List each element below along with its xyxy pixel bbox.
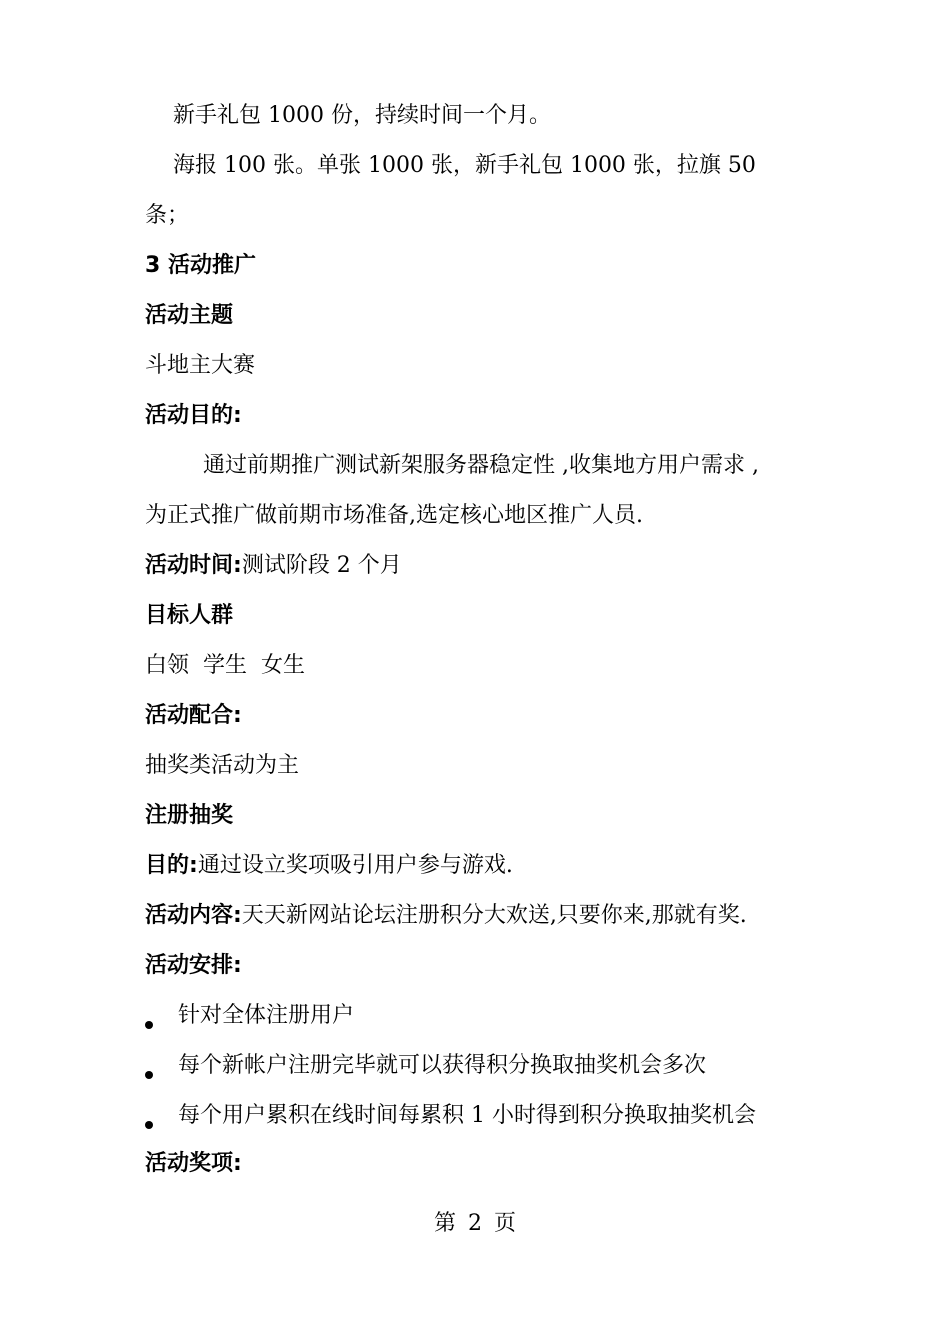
theme-label: 活动主题 — [145, 303, 234, 328]
goal-label: 目的: — [145, 853, 198, 878]
content-value: 天天新网站论坛注册积分大欢送,只要你来,那就有奖. — [241, 903, 747, 928]
section-heading: 3 活动推广 — [145, 253, 256, 278]
bullet-dot — [145, 1071, 153, 1079]
goal-line — [145, 851, 815, 881]
time-line — [145, 551, 815, 581]
prize-label: 活动奖项: — [145, 1151, 242, 1176]
purpose-text: 通过前期推广测试新架服务器稳定性 ,收集地方用户需求 , — [203, 453, 759, 478]
page-number-suffix: 页 — [494, 1211, 517, 1236]
list-item: 针对全体注册用户 — [178, 1003, 355, 1028]
purpose-text-cont: 为正式推广做前期市场准备,选定核心地区推广人员. — [145, 503, 643, 528]
list-item: 每个用户累积在线时间每累积 1 小时得到积分换取抽奖机会 — [178, 1103, 756, 1128]
content-line — [145, 901, 815, 931]
goal-value: 通过设立奖项吸引用户参与游戏. — [197, 853, 513, 878]
bullet-dot — [145, 1021, 153, 1029]
coop-value: 抽奖类活动为主 — [145, 753, 300, 778]
page-number: 2 — [468, 1211, 482, 1236]
content-label: 活动内容: — [145, 903, 242, 928]
time-label: 活动时间: — [145, 553, 242, 578]
theme-value: 斗地主大赛 — [145, 353, 256, 378]
paragraph-materials: 海报 100 张。单张 1000 张，新手礼包 1000 张，拉旗 50 — [173, 153, 756, 178]
purpose-label: 活动目的: — [145, 403, 242, 428]
target-value: 白领 学生 女生 — [145, 653, 305, 678]
paragraph-gift-pack: 新手礼包 1000 份，持续时间一个月。 — [173, 103, 551, 128]
registration-heading: 注册抽奖 — [145, 803, 234, 828]
page-footer — [0, 1209, 950, 1239]
paragraph-materials-cont: 条； — [145, 203, 190, 228]
target-label: 目标人群 — [145, 603, 234, 628]
list-item: 每个新帐户注册完毕就可以获得积分换取抽奖机会多次 — [178, 1053, 707, 1078]
bullet-dot — [145, 1121, 153, 1129]
page-number-prefix: 第 — [433, 1211, 456, 1236]
arrange-label: 活动安排: — [145, 953, 242, 978]
time-value: 测试阶段 2 个月 — [241, 553, 402, 578]
coop-label: 活动配合: — [145, 703, 242, 728]
